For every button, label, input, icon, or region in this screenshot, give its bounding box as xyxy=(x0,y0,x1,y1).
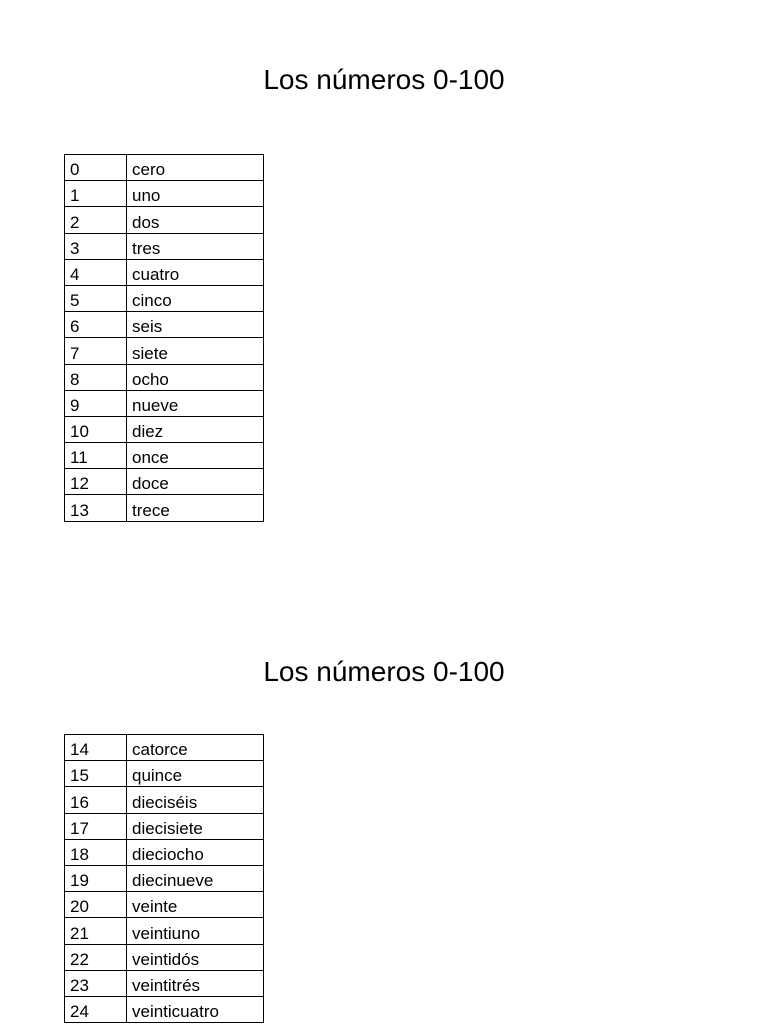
word-cell: veinticuatro xyxy=(127,996,264,1022)
word-cell: doce xyxy=(127,469,264,495)
table-row xyxy=(65,735,264,761)
number-cell: 15 xyxy=(65,761,127,787)
table-row xyxy=(65,416,264,442)
word-cell: dieciséis xyxy=(127,787,264,813)
number-cell: 12 xyxy=(65,469,127,495)
word-cell: catorce xyxy=(127,735,264,761)
table-row xyxy=(65,285,264,311)
number-cell: 9 xyxy=(65,390,127,416)
table-row xyxy=(65,787,264,813)
word-cell: ocho xyxy=(127,364,264,390)
word-cell: diez xyxy=(127,416,264,442)
table-row xyxy=(65,469,264,495)
number-cell: 13 xyxy=(65,495,127,521)
number-cell: 4 xyxy=(65,259,127,285)
table-row xyxy=(65,155,264,181)
word-cell: tres xyxy=(127,233,264,259)
table-row xyxy=(65,944,264,970)
table-row xyxy=(65,761,264,787)
word-cell: cuatro xyxy=(127,259,264,285)
number-cell: 11 xyxy=(65,443,127,469)
word-cell: diecisiete xyxy=(127,813,264,839)
number-cell: 21 xyxy=(65,918,127,944)
word-cell: cinco xyxy=(127,285,264,311)
word-cell: diecinueve xyxy=(127,865,264,891)
word-cell: uno xyxy=(127,181,264,207)
number-cell: 3 xyxy=(65,233,127,259)
number-cell: 19 xyxy=(65,865,127,891)
table-row xyxy=(65,839,264,865)
table-row xyxy=(65,443,264,469)
table-row xyxy=(65,233,264,259)
number-cell: 7 xyxy=(65,338,127,364)
word-cell: seis xyxy=(127,312,264,338)
number-cell: 18 xyxy=(65,839,127,865)
number-cell: 22 xyxy=(65,944,127,970)
table-row xyxy=(65,312,264,338)
word-cell: trece xyxy=(127,495,264,521)
table-row xyxy=(65,495,264,521)
table-row xyxy=(65,865,264,891)
number-cell: 23 xyxy=(65,970,127,996)
number-cell: 14 xyxy=(65,735,127,761)
table-row xyxy=(65,996,264,1022)
word-cell: siete xyxy=(127,338,264,364)
table-row xyxy=(65,918,264,944)
number-cell: 10 xyxy=(65,416,127,442)
word-cell: veinte xyxy=(127,892,264,918)
word-cell: veintiuno xyxy=(127,918,264,944)
section-title: Los números 0-100 xyxy=(263,64,505,95)
table-row xyxy=(65,259,264,285)
numbers-table xyxy=(64,154,264,522)
word-cell: dieciocho xyxy=(127,839,264,865)
numbers-table-body xyxy=(65,735,264,1023)
number-cell: 1 xyxy=(65,181,127,207)
number-cell: 8 xyxy=(65,364,127,390)
word-cell: once xyxy=(127,443,264,469)
number-cell: 17 xyxy=(65,813,127,839)
number-cell: 2 xyxy=(65,207,127,233)
word-cell: quince xyxy=(127,761,264,787)
table-row xyxy=(65,970,264,996)
word-cell: nueve xyxy=(127,390,264,416)
table-row xyxy=(65,892,264,918)
table-row xyxy=(65,338,264,364)
word-cell: cero xyxy=(127,155,264,181)
table-row xyxy=(65,181,264,207)
table-row xyxy=(65,364,264,390)
word-cell: dos xyxy=(127,207,264,233)
table-row xyxy=(65,390,264,416)
word-cell: veintitrés xyxy=(127,970,264,996)
word-cell: veintidós xyxy=(127,944,264,970)
number-cell: 6 xyxy=(65,312,127,338)
numbers-table-body xyxy=(65,155,264,522)
number-cell: 20 xyxy=(65,892,127,918)
numbers-table xyxy=(64,734,264,1023)
number-cell: 0 xyxy=(65,155,127,181)
section-title: Los números 0-100 xyxy=(263,656,505,687)
table-row xyxy=(65,813,264,839)
number-cell: 5 xyxy=(65,285,127,311)
number-cell: 16 xyxy=(65,787,127,813)
table-row xyxy=(65,207,264,233)
number-cell: 24 xyxy=(65,996,127,1022)
